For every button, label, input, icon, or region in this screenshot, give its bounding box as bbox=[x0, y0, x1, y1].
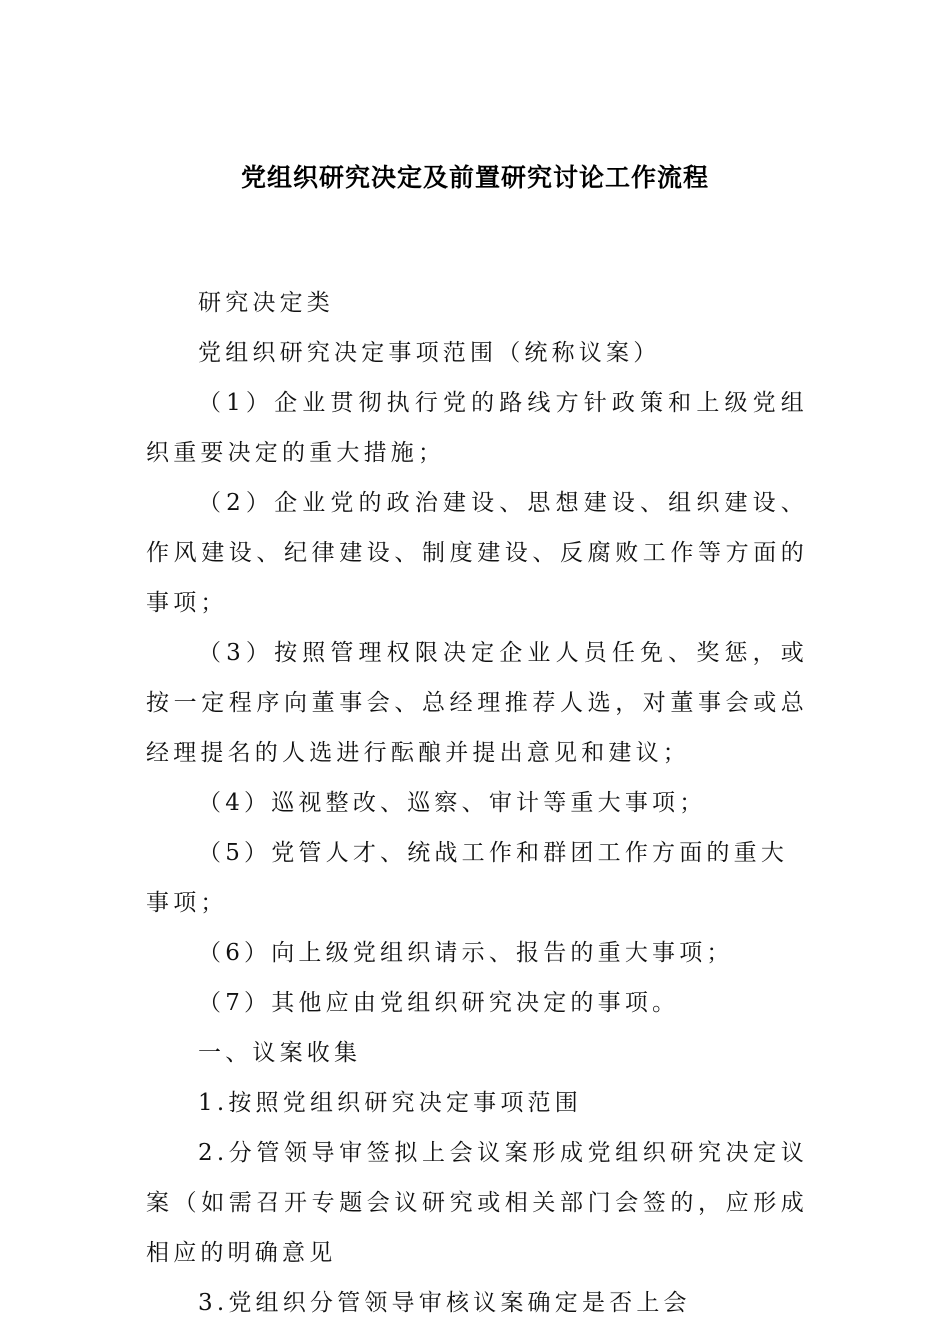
collection-step-3: 3.党组织分管领导审核议案确定是否上会 bbox=[198, 1290, 691, 1316]
scope-item-1: （1）企业贯彻执行党的路线方针政策和上级党组织重要决定的重大措施； bbox=[146, 390, 808, 466]
section-heading-proposal-collection: 一、议案收集 bbox=[198, 1040, 362, 1066]
collection-step-2: 2.分管领导审签拟上会议案形成党组织研究决定议案（如需召开专题会议研究或相关部门会签的，应形成相应的明确意见 bbox=[146, 1140, 808, 1266]
scope-heading: 党组织研究决定事项范围（统称议案） bbox=[198, 340, 661, 366]
collection-step-1: 1.按照党组织研究决定事项范围 bbox=[198, 1090, 582, 1116]
document-title: 党组织研究决定及前置研究讨论工作流程 bbox=[240, 163, 709, 192]
scope-item-2: （2）企业党的政治建设、思想建设、组织建设、作风建设、纪律建设、制度建设、反腐败工作等方面的事项； bbox=[146, 490, 808, 616]
scope-item-5: （5）党管人才、统战工作和群团工作方面的重大事项； bbox=[146, 840, 789, 916]
scope-item-7: （7）其他应由党组织研究决定的事项。 bbox=[198, 990, 680, 1016]
scope-item-6: （6）向上级党组织请示、报告的重大事项； bbox=[198, 940, 734, 966]
scope-item-3: （3）按照管理权限决定企业人员任免、奖惩，或按一定程序向董事会、总经理推荐人选，对董事会或总经理提名的人选进行酝酿并提出意见和建议； bbox=[146, 640, 808, 766]
document-body bbox=[146, 278, 808, 1328]
scope-item-4: （4）巡视整改、巡察、审计等重大事项； bbox=[198, 790, 707, 816]
section-heading-research-decision: 研究决定类 bbox=[198, 290, 334, 316]
